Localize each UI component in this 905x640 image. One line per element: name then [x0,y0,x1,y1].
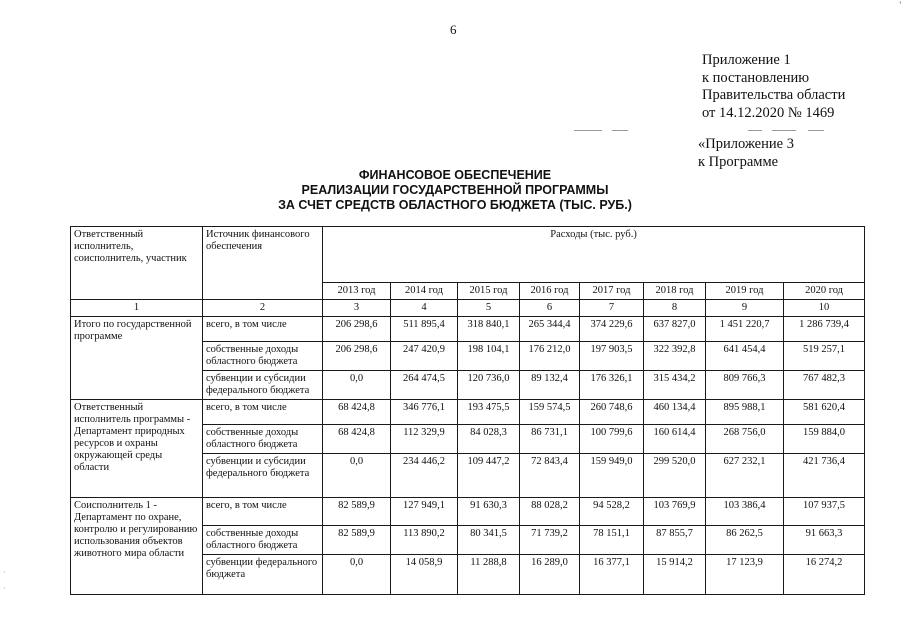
source-cell: собственные доходы областного бюджета [203,526,323,555]
value-cell: 120 736,0 [458,371,520,400]
value-cell: 11 288,8 [458,555,520,595]
source-cell: собственные доходы областного бюджета [203,342,323,371]
value-cell: 103 769,9 [644,498,706,526]
value-cell: 159 884,0 [784,425,865,454]
value-cell: 82 589,9 [323,498,391,526]
value-cell: 268 756,0 [706,425,784,454]
value-cell: 0,0 [323,371,391,400]
value-cell: 159 949,0 [580,454,644,498]
year-header: 2013 год [323,283,391,300]
value-cell: 1 286 739,4 [784,317,865,342]
value-cell: 197 903,5 [580,342,644,371]
header-executor: Ответственный исполнитель, соисполнитель, участник [71,227,203,300]
value-cell: 0,0 [323,454,391,498]
page-number: 6 [450,22,457,37]
value-cell: 176 212,0 [520,342,580,371]
table-row [71,317,865,342]
title-line: ФИНАНСОВОЕ ОБЕСПЕЧЕНИЕ [358,168,552,182]
title-line: ЗА СЧЕТ СРЕДСТВ ОБЛАСТНОГО БЮДЖЕТА (ТЫС. РУБ.) [278,198,632,212]
value-cell: 84 028,3 [458,425,520,454]
value-cell: 264 474,5 [391,371,458,400]
value-cell: 460 134,4 [644,400,706,425]
source-cell: всего, в том числе [203,400,323,425]
value-cell: 159 574,5 [520,400,580,425]
column-index: 2 [203,300,323,317]
executor-cell: Итого по государственной программе [71,317,203,400]
source-cell: всего, в том числе [203,317,323,342]
source-cell: субвенции и субсидии федерального бюджета [203,371,323,400]
value-cell: 17 123,9 [706,555,784,595]
year-header: 2019 год [706,283,784,300]
value-cell: 193 475,5 [458,400,520,425]
value-cell: 581 620,4 [784,400,865,425]
value-cell: 82 589,9 [323,526,391,555]
scan-dash [772,130,796,131]
appendix-line: от 14.12.2020 № 1469 [702,104,835,121]
value-cell: 71 739,2 [520,526,580,555]
column-index: 8 [644,300,706,317]
value-cell: 16 289,0 [520,555,580,595]
value-cell: 519 257,1 [784,342,865,371]
value-cell: 86 731,1 [520,425,580,454]
year-header: 2018 год [644,283,706,300]
value-cell: 107 937,5 [784,498,865,526]
value-cell: 15 914,2 [644,555,706,595]
value-cell: 322 392,8 [644,342,706,371]
value-cell: 247 420,9 [391,342,458,371]
source-cell: собственные доходы областного бюджета [203,425,323,454]
appendix-line: Правительства области [702,87,846,103]
value-cell: 68 424,8 [323,425,391,454]
value-cell: 72 843,4 [520,454,580,498]
value-cell: 265 344,4 [520,317,580,342]
value-cell: 627 232,1 [706,454,784,498]
value-cell: 160 614,4 [644,425,706,454]
value-cell: 112 329,9 [391,425,458,454]
value-cell: 511 895,4 [391,317,458,342]
source-cell: субвенции и субсидии федерального бюджета [203,454,323,498]
value-cell: 87 855,7 [644,526,706,555]
year-header: 2014 год [391,283,458,300]
value-cell: 100 799,6 [580,425,644,454]
value-cell: 103 386,4 [706,498,784,526]
header-source: Источник финансового обеспечения [203,227,323,300]
column-index: 7 [580,300,644,317]
table-row [71,400,865,425]
appendix-program-line: к Программе [698,153,779,170]
value-cell: 176 326,1 [580,371,644,400]
scan-artifact: · [3,584,6,593]
value-cell: 78 151,1 [580,526,644,555]
value-cell: 198 104,1 [458,342,520,371]
value-cell: 299 520,0 [644,454,706,498]
scan-dash [748,130,762,131]
value-cell: 809 766,3 [706,371,784,400]
scan-artifact: · [3,568,6,577]
value-cell: 206 298,6 [323,342,391,371]
executor-cell: Соисполнитель 1 - Департамент по охране, контролю и регулированию использования объектов животного мира области [71,498,203,595]
source-cell: субвенции федерального бюджета [203,555,323,595]
value-cell: 16 274,2 [784,555,865,595]
value-cell: 421 736,4 [784,454,865,498]
appendix-header [702,52,845,122]
column-index: 4 [391,300,458,317]
scan-dash [574,130,602,131]
value-cell: 80 341,5 [458,526,520,555]
executor-cell: Ответственный исполнитель программы - Департамент природных ресурсов и охраны окружающей среды области [71,400,203,498]
value-cell: 0,0 [323,555,391,595]
edge-mark: ' [899,0,901,10]
value-cell: 88 028,2 [520,498,580,526]
column-index: 5 [458,300,520,317]
table-row [71,498,865,526]
value-cell: 767 482,3 [784,371,865,400]
value-cell: 68 424,8 [323,400,391,425]
value-cell: 234 446,2 [391,454,458,498]
value-cell: 637 827,0 [644,317,706,342]
document-title [240,168,670,213]
value-cell: 94 528,2 [580,498,644,526]
year-header: 2020 год [784,283,865,300]
value-cell: 109 447,2 [458,454,520,498]
value-cell: 206 298,6 [323,317,391,342]
appendix-program-line: «Приложение 3 [698,136,794,152]
value-cell: 86 262,5 [706,526,784,555]
appendix-line: к постановлению [702,69,810,86]
column-index: 10 [784,300,865,317]
value-cell: 895 988,1 [706,400,784,425]
appendix-line: Приложение 1 [702,52,791,68]
source-cell: всего, в том числе [203,498,323,526]
value-cell: 91 630,3 [458,498,520,526]
financing-table [70,226,865,595]
value-cell: 346 776,1 [391,400,458,425]
column-index: 6 [520,300,580,317]
value-cell: 641 454,4 [706,342,784,371]
value-cell: 127 949,1 [391,498,458,526]
value-cell: 315 434,2 [644,371,706,400]
value-cell: 89 132,4 [520,371,580,400]
value-cell: 260 748,6 [580,400,644,425]
value-cell: 16 377,1 [580,555,644,595]
column-index: 9 [706,300,784,317]
column-index: 3 [323,300,391,317]
title-line: РЕАЛИЗАЦИИ ГОСУДАРСТВЕННОЙ ПРОГРАММЫ [301,183,609,197]
value-cell: 113 890,2 [391,526,458,555]
year-header: 2015 год [458,283,520,300]
year-header: 2016 год [520,283,580,300]
value-cell: 91 663,3 [784,526,865,555]
value-cell: 14 058,9 [391,555,458,595]
column-index: 1 [71,300,203,317]
scan-dash [808,130,824,131]
value-cell: 374 229,6 [580,317,644,342]
header-expenses: Расходы (тыс. руб.) [323,227,865,283]
value-cell: 1 451 220,7 [706,317,784,342]
appendix-program-header [698,136,794,171]
scan-dash [612,130,628,131]
value-cell: 318 840,1 [458,317,520,342]
year-header: 2017 год [580,283,644,300]
